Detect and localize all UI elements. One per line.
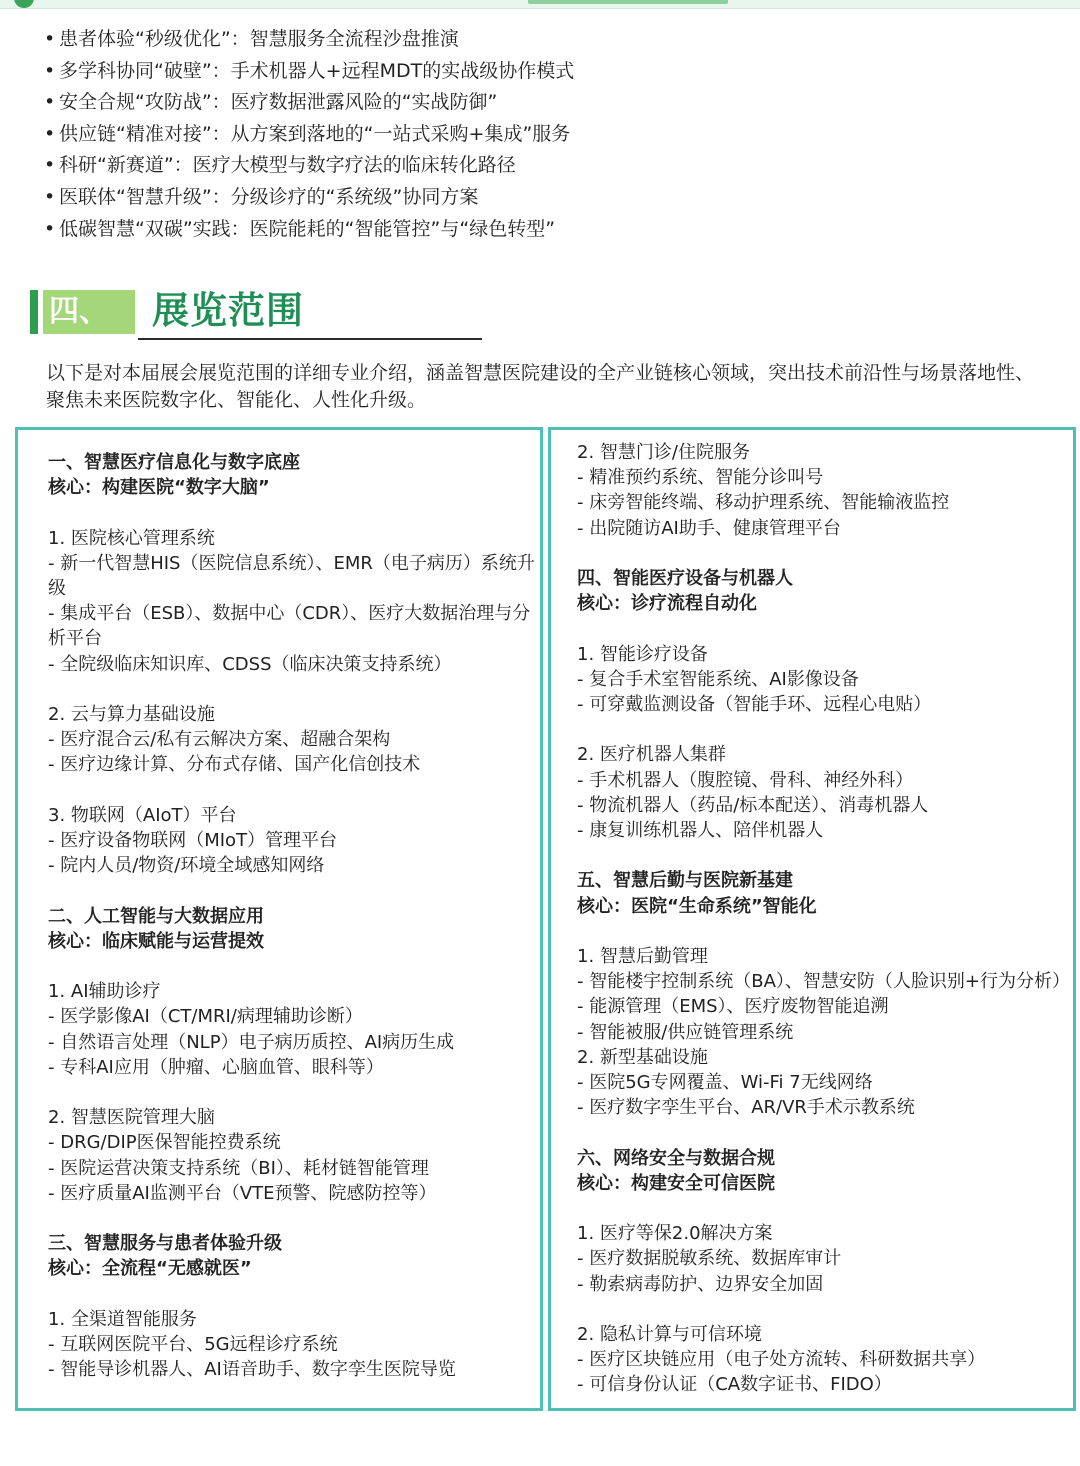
list-item: - 医院5G专网覆盖、Wi-Fi 7无线网络 bbox=[577, 1072, 873, 1093]
group-title: 3. 物联网（AIoT）平台 bbox=[48, 804, 237, 826]
list-item: - 智能导诊机器人、AI语音助手、数字孪生医院导览 bbox=[48, 1359, 456, 1381]
topic-text: 科研“新赛道”：医疗大模型与数字疗法的临床转化路径 bbox=[59, 154, 516, 177]
bullet-icon: • bbox=[44, 28, 56, 50]
topic-item bbox=[44, 24, 1044, 56]
top-banner-strip bbox=[0, 0, 1080, 9]
list-item: - 勒索病毒防护、边界安全加固 bbox=[577, 1273, 824, 1295]
list-item: - 出院随访AI助手、健康管理平台 bbox=[577, 517, 841, 539]
list-item: - DRG/DIP医保智能控费系统 bbox=[48, 1132, 281, 1154]
right-column bbox=[577, 440, 1070, 1398]
group-title: 2. 医疗机器人集群 bbox=[577, 744, 726, 766]
group-title: 2. 智慧医院管理大脑 bbox=[48, 1107, 215, 1129]
list-item: - 能源管理（EMS）、医疗废物智能追溯 bbox=[577, 996, 889, 1018]
list-item: - 全院级临床知识库、CDSS（临床决策支持系统） bbox=[48, 653, 452, 675]
list-item: - 医疗质量AI监测平台（VTE预警、院感防控等） bbox=[48, 1182, 437, 1204]
list-item: - 复合手术室智能系统、AI影像设备 bbox=[577, 668, 859, 690]
list-item: - 可穿戴监测设备（智能手环、远程心电贴） bbox=[577, 694, 932, 715]
category-core: 核心：构建医院“数字大脑” bbox=[48, 477, 270, 499]
list-item: - 智能楼宇控制系统（BA）、智慧安防（人脸识别+行为分析） bbox=[577, 971, 1070, 993]
category-title: 六、网络安全与数据合规 bbox=[577, 1147, 775, 1169]
category-core: 核心：诊疗流程自动化 bbox=[577, 593, 757, 615]
bullet-icon: • bbox=[44, 217, 56, 240]
list-item: - 物流机器人（药品/标本配送）、消毒机器人 bbox=[577, 794, 929, 816]
group-title: 1. 医院核心管理系统 bbox=[48, 527, 215, 549]
list-item: - 医疗设备物联网（MIoT）管理平台 bbox=[48, 830, 338, 851]
list-item: - 智能被服/供应链管理系统 bbox=[577, 1021, 794, 1043]
group-title: 1. 智能诊疗设备 bbox=[577, 643, 708, 665]
topic-text: 多学科协同“破壁”：手术机器人+远程MDT的实战级协作模式 bbox=[59, 59, 575, 82]
heading-underline bbox=[138, 338, 482, 340]
list-item: - 集成平台（ESB）、数据中心（CDR）、医疗大数据治理与分析平台 bbox=[48, 603, 531, 650]
topic-item bbox=[44, 150, 1044, 182]
topic-item bbox=[44, 87, 1044, 119]
group-title: 2. 隐私计算与可信环境 bbox=[577, 1323, 762, 1345]
group-title: 1. 医疗等保2.0解决方案 bbox=[577, 1223, 773, 1245]
topic-text: 安全合规“攻防战”：医疗数据泄露风险的“实战防御” bbox=[59, 91, 498, 114]
list-item: - 医学影像AI（CT/MRI/病理辅助诊断） bbox=[48, 1006, 363, 1028]
category-core: 核心：临床赋能与运营提效 bbox=[48, 930, 264, 952]
bullet-icon: • bbox=[44, 185, 56, 208]
list-item: - 床旁智能终端、移动护理系统、智能输液监控 bbox=[577, 492, 950, 514]
topic-item bbox=[44, 182, 1044, 214]
topic-text: 医联体“智慧升级”：分级诊疗的“系统级”协同方案 bbox=[59, 185, 479, 208]
list-item: - 手术机器人（腹腔镜、骨科、神经外科） bbox=[577, 769, 914, 791]
list-item: - 医疗边缘计算、分布式存储、国产化信创技术 bbox=[48, 754, 421, 776]
topic-item bbox=[44, 214, 1044, 246]
list-item: - 医疗区块链应用（电子处方流转、科研数据共享） bbox=[577, 1349, 986, 1371]
group-title: 2. 云与算力基础设施 bbox=[48, 704, 215, 725]
topic-item bbox=[44, 119, 1044, 151]
list-item: - 医疗数字孪生平台、AR/VR手术示教系统 bbox=[577, 1097, 915, 1119]
banner-heading-fragment bbox=[528, 0, 728, 4]
list-item: - 可信身份认证（CA数字证书、FIDO） bbox=[577, 1374, 892, 1396]
group-title: 2. 智慧门诊/住院服务 bbox=[577, 442, 750, 463]
section-number: 四、 bbox=[43, 290, 135, 334]
group-title: 1. AI辅助诊疗 bbox=[48, 981, 161, 1003]
group-title: 1. 智慧后勤管理 bbox=[577, 945, 708, 967]
list-item: - 医疗数据脱敏系统、数据库审计 bbox=[577, 1248, 842, 1270]
category-core: 核心：全流程“无感就医” bbox=[48, 1258, 252, 1280]
left-column bbox=[48, 450, 540, 1382]
bullet-icon: • bbox=[44, 91, 56, 114]
category-title: 一、智慧医疗信息化与数字底座 bbox=[48, 452, 300, 473]
bullet-icon: • bbox=[44, 122, 56, 145]
section-heading bbox=[30, 286, 460, 342]
category-title: 四、智能医疗设备与机器人 bbox=[577, 568, 793, 589]
topic-list bbox=[44, 24, 1044, 245]
banner-circle-icon bbox=[14, 0, 34, 8]
category-title: 二、人工智能与大数据应用 bbox=[48, 905, 264, 927]
category-title: 五、智慧后勤与医院新基建 bbox=[577, 870, 793, 892]
bullet-icon: • bbox=[44, 59, 56, 82]
heading-stripe bbox=[30, 290, 38, 334]
bullet-icon: • bbox=[44, 154, 56, 177]
category-title: 三、智慧服务与患者体验升级 bbox=[48, 1233, 282, 1255]
topic-item bbox=[44, 56, 1044, 88]
list-item: - 医院运营决策支持系统（BI）、耗材链智能管理 bbox=[48, 1157, 429, 1179]
list-item: - 新一代智慧HIS（医院信息系统）、EMR（电子病历）系统升级 bbox=[48, 552, 535, 599]
topic-text: 低碳智慧“双碳”实践：医院能耗的“智能管控”与“绿色转型” bbox=[59, 217, 556, 240]
list-item: - 自然语言处理（NLP）电子病历质控、AI病历生成 bbox=[48, 1031, 455, 1053]
list-item: - 康复训练机器人、陪伴机器人 bbox=[577, 820, 824, 841]
section-title: 展览范围 bbox=[152, 289, 304, 332]
topic-text: 患者体验“秒级优化”：智慧服务全流程沙盘推演 bbox=[59, 28, 459, 50]
group-title: 1. 全渠道智能服务 bbox=[48, 1308, 197, 1330]
category-core: 核心：医院“生命系统”智能化 bbox=[577, 895, 817, 917]
list-item: - 精准预约系统、智能分诊叫号 bbox=[577, 467, 824, 489]
list-item: - 医疗混合云/私有云解决方案、超融合架构 bbox=[48, 729, 391, 751]
list-item: - 专科AI应用（肿瘤、心脑血管、眼科等） bbox=[48, 1056, 384, 1078]
category-core: 核心：构建安全可信医院 bbox=[577, 1172, 775, 1194]
topic-text: 供应链“精准对接”：从方案到落地的“一站式采购+集成”服务 bbox=[59, 122, 571, 145]
list-item: - 互联网医院平台、5G远程诊疗系统 bbox=[48, 1333, 338, 1355]
group-title: 2. 新型基础设施 bbox=[577, 1046, 708, 1068]
list-item: - 院内人员/物资/环境全域感知网络 bbox=[48, 855, 325, 877]
section-intro: 以下是对本届展会展览范围的详细专业介绍，涵盖智慧医院建设的全产业链核心领域，突出技术前沿性与场景落地性、聚焦未来医院数字化、智能化、人性化升级。 bbox=[46, 362, 1035, 411]
